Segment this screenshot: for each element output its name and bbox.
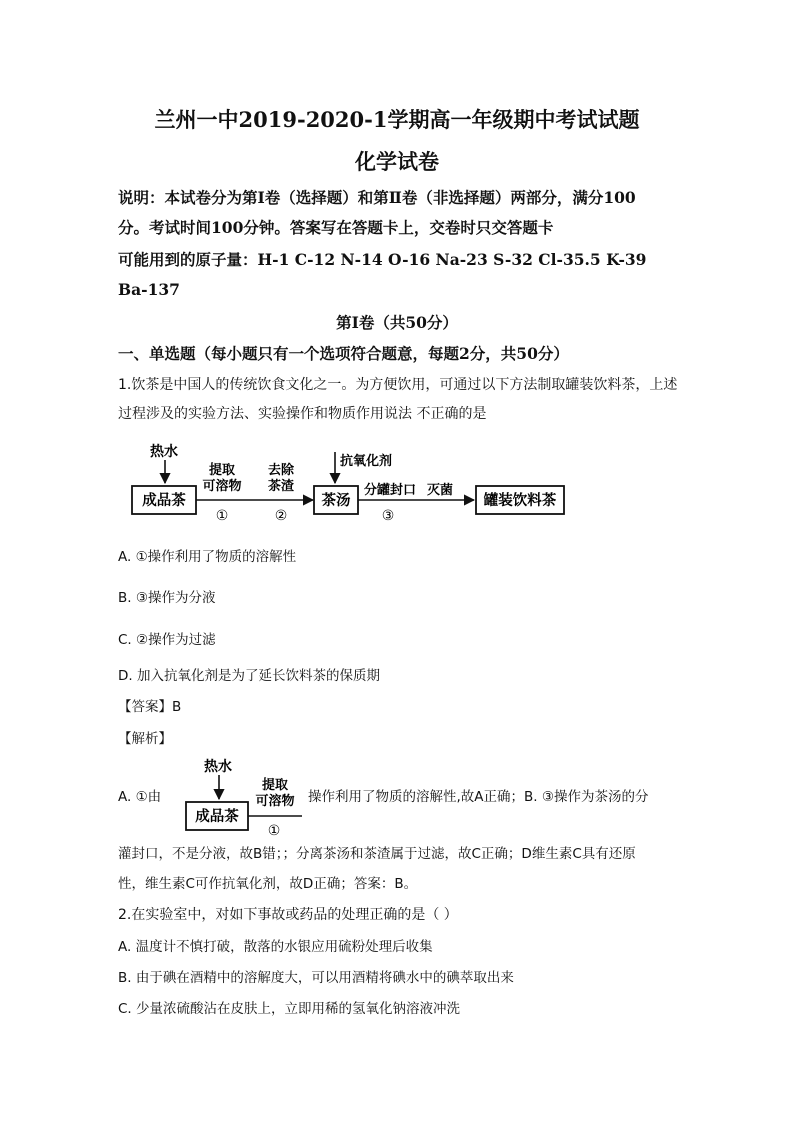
exam-subtitle: 化学试卷 xyxy=(355,149,439,174)
flow-mark-3: ③ xyxy=(381,508,395,524)
q2-stem: 2.在实验室中，对如下事故或药品的处理正确的是（ ） xyxy=(118,907,458,923)
tea-flow-diagram xyxy=(118,436,578,526)
inline-hot-water-label: 热水 xyxy=(204,759,232,775)
flow-step1-bottom: 可溶物 xyxy=(202,479,242,494)
answer-value: B xyxy=(172,699,182,715)
exam-title: 兰州一中2019-2020-1学期高一年级期中考试试题 xyxy=(154,107,640,132)
analysis-inline-diagram xyxy=(182,754,304,838)
analysis-line-2: 灌封口，不是分液，故B错；；分离茶汤和茶渣属于过滤，故C正确；D维生素C具有还原 xyxy=(118,846,636,862)
flow-step4-label: 灭菌 xyxy=(426,483,454,498)
q1-option-b: B. ③操作为分液 xyxy=(118,590,216,606)
answer-label: 【答案】 xyxy=(118,699,172,715)
flow-hot-water-label: 热水 xyxy=(150,444,178,460)
inline-step1-bottom: 可溶物 xyxy=(255,794,295,809)
flow-step2-top: 去除 xyxy=(267,463,295,478)
flow-box-canned-tea-label: 罐装饮料茶 xyxy=(483,493,557,509)
analysis-prefix: A. ①由 xyxy=(118,789,162,805)
flow-step1-top: 提取 xyxy=(208,463,236,478)
q1-stem-line-1: 1.饮茶是中国人的传统饮食文化之一。为方便饮用，可通过以下方法制取罐装饮料茶，上述 xyxy=(118,377,678,393)
inline-step1-top: 提取 xyxy=(261,778,289,793)
flow-box-finished-tea-label: 成品茶 xyxy=(142,493,186,509)
q2-option-a: A. 温度计不慎打破，散落的水银应用硫粉处理后收集 xyxy=(118,939,433,955)
analysis-line-3: 性，维生素C可作抗氧化剂，故D正确；答案：B。 xyxy=(118,876,418,892)
q1-option-a: A. ①操作利用了物质的溶解性 xyxy=(118,549,297,565)
q2-option-c: C. 少量浓硫酸沾在皮肤上，立即用稀的氢氧化钠溶液冲洗 xyxy=(118,1001,461,1017)
atomic-mass-line: 可能用到的原子量：H-1 C-12 N-14 O-16 Na-23 S-32 Cl-35.5 K-39 xyxy=(118,250,647,269)
q1-stem-line-2: 过程涉及的实验方法、实验操作和物质作用说法 不正确的是 xyxy=(118,406,487,422)
flow-step2-bottom: 茶渣 xyxy=(267,479,295,494)
section-subheading: 一、单选题（每小题只有一个选项符合题意，每题2分，共50分） xyxy=(118,344,569,363)
inline-mark-1: ① xyxy=(267,823,281,838)
intro-line-2: 分。考试时间100分钟。答案写在答题卡上，交卷时只交答题卡 xyxy=(118,218,554,237)
flow-mark-2: ② xyxy=(274,508,288,524)
flow-step3-label: 分罐封口 xyxy=(363,483,417,498)
analysis-line-1: 操作利用了物质的溶解性,故A正确；B. ③操作为茶汤的分 xyxy=(308,789,649,805)
flow-antioxidant-label: 抗氧化剂 xyxy=(340,454,393,469)
flow-mark-1: ① xyxy=(215,508,229,524)
flow-box-tea-soup-label: 茶汤 xyxy=(321,493,351,509)
section-heading: 第Ⅰ卷（共50分） xyxy=(336,313,458,332)
q2-option-b: B. 由于碘在酒精中的溶解度大，可以用酒精将碘水中的碘萃取出来 xyxy=(118,970,514,986)
atomic-mass-line-2: Ba-137 xyxy=(118,280,180,299)
q1-option-d: D. 加入抗氧化剂是为了延长饮料茶的保质期 xyxy=(118,668,380,684)
q1-option-c: C. ②操作为过滤 xyxy=(118,632,216,648)
q1-answer xyxy=(118,695,181,715)
inline-box-finished-tea-label: 成品茶 xyxy=(195,809,239,825)
intro-line-1: 说明：本试卷分为第Ⅰ卷（选择题）和第Ⅱ卷（非选择题）两部分，满分100 xyxy=(118,188,636,207)
q1-analysis-label: 【解析】 xyxy=(118,731,172,747)
